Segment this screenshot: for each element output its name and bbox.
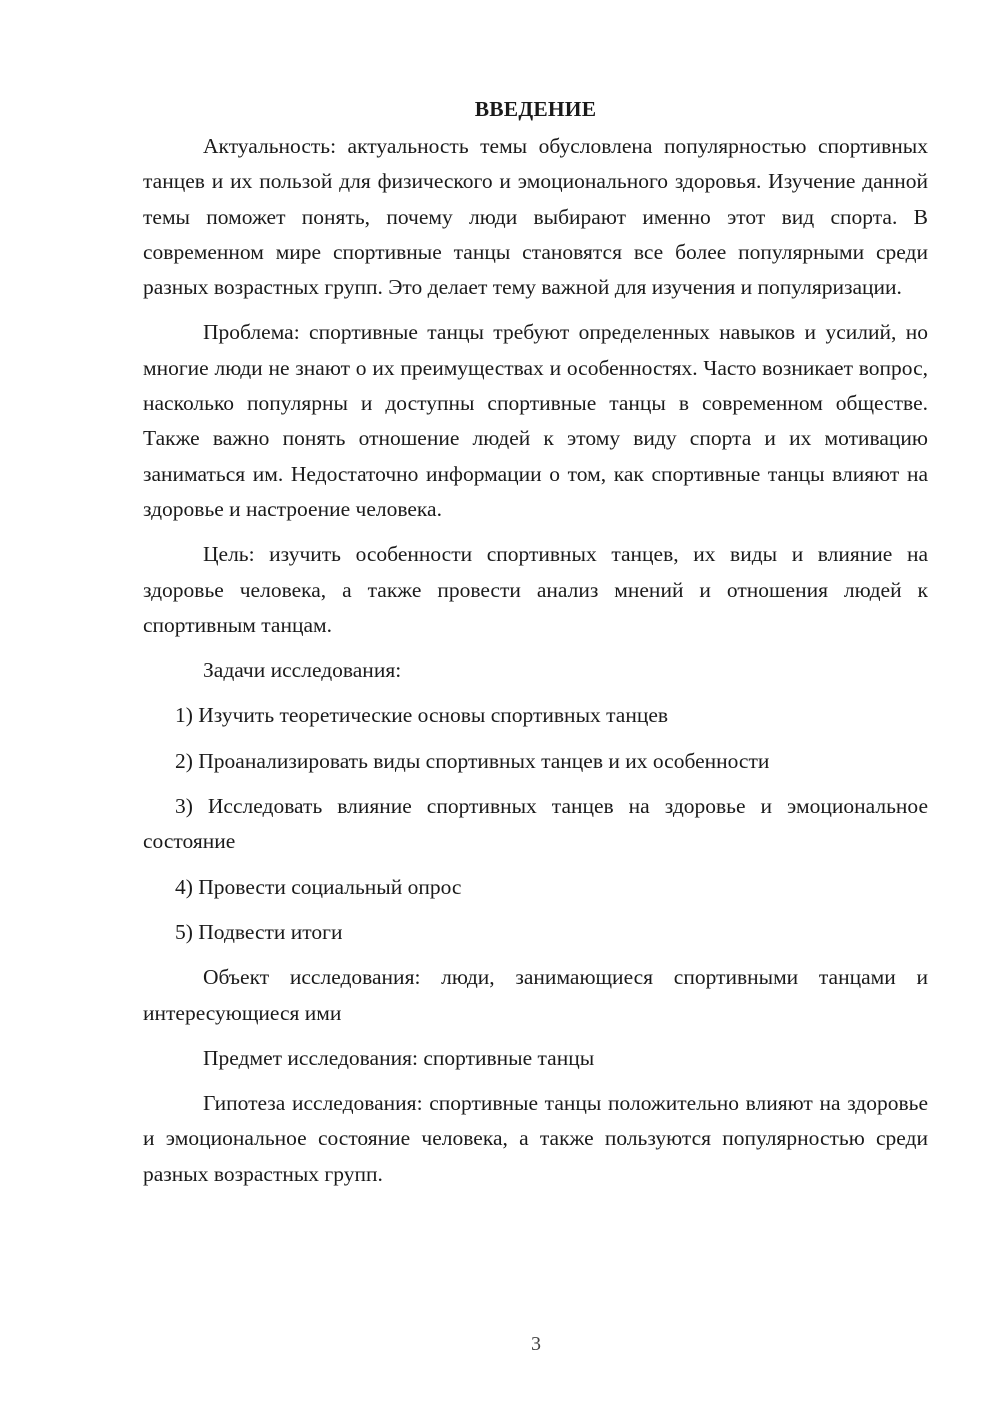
task-item: 5) Подвести итоги <box>175 919 343 944</box>
section-title: ВВЕДЕНИЕ <box>474 97 597 121</box>
task-item: 4) Провести социальный опрос <box>175 874 462 899</box>
page-number: 3 <box>531 1333 541 1355</box>
task-item: 1) Изучить теоретические основы спортивных танцев <box>175 703 669 728</box>
tasks-heading: Задачи исследования: <box>203 658 402 683</box>
task-item: 2) Проанализировать виды спортивных танцев и их особенности <box>175 748 770 773</box>
goal-paragraph: Цель: изучить особенности спортивных танцев, их виды и влияние на здоровье человека, а также провести анализ мнений и отношения людей к спортивным танцам. <box>143 542 928 637</box>
document-page <box>143 92 928 1202</box>
problem-paragraph: Проблема: спортивные танцы требуют определенных навыков и усилий, но многие люди не знают о их преимуществах и особенностях. Часто возникает вопрос, насколько популярны и доступны спортивные танцы в современном обществе. Также важно понять отношение людей к этому виду спорта и их мотивацию заниматься им. Недостаточно информации о том, как спортивные танцы влияют на здоровье и настроение человека. <box>143 320 928 521</box>
subject-paragraph: Предмет исследования: спортивные танцы <box>203 1045 595 1070</box>
object-paragraph: Объект исследования: люди, занимающиеся спортивными танцами и интересующиеся ими <box>143 965 928 1025</box>
task-item: 3) Исследовать влияние спортивных танцев на здоровье и эмоциональное состояние <box>143 794 928 854</box>
relevance-paragraph: Актуальность: актуальность темы обусловлена популярностью спортивных танцев и их пользой для физического и эмоционального здоровья. Изучение данной темы поможет понять, почему люди выбирают именно этот вид спорта. В современном мире спортивные танцы становятся все более популярными среди разных возрастных групп. Это делает тему важной для изучения и популяризации. <box>143 134 928 300</box>
hypothesis-paragraph: Гипотеза исследования: спортивные танцы положительно влияют на здоровье и эмоциональное состояние человека, а также пользуются популярностью среди разных возрастных групп. <box>143 1091 928 1186</box>
